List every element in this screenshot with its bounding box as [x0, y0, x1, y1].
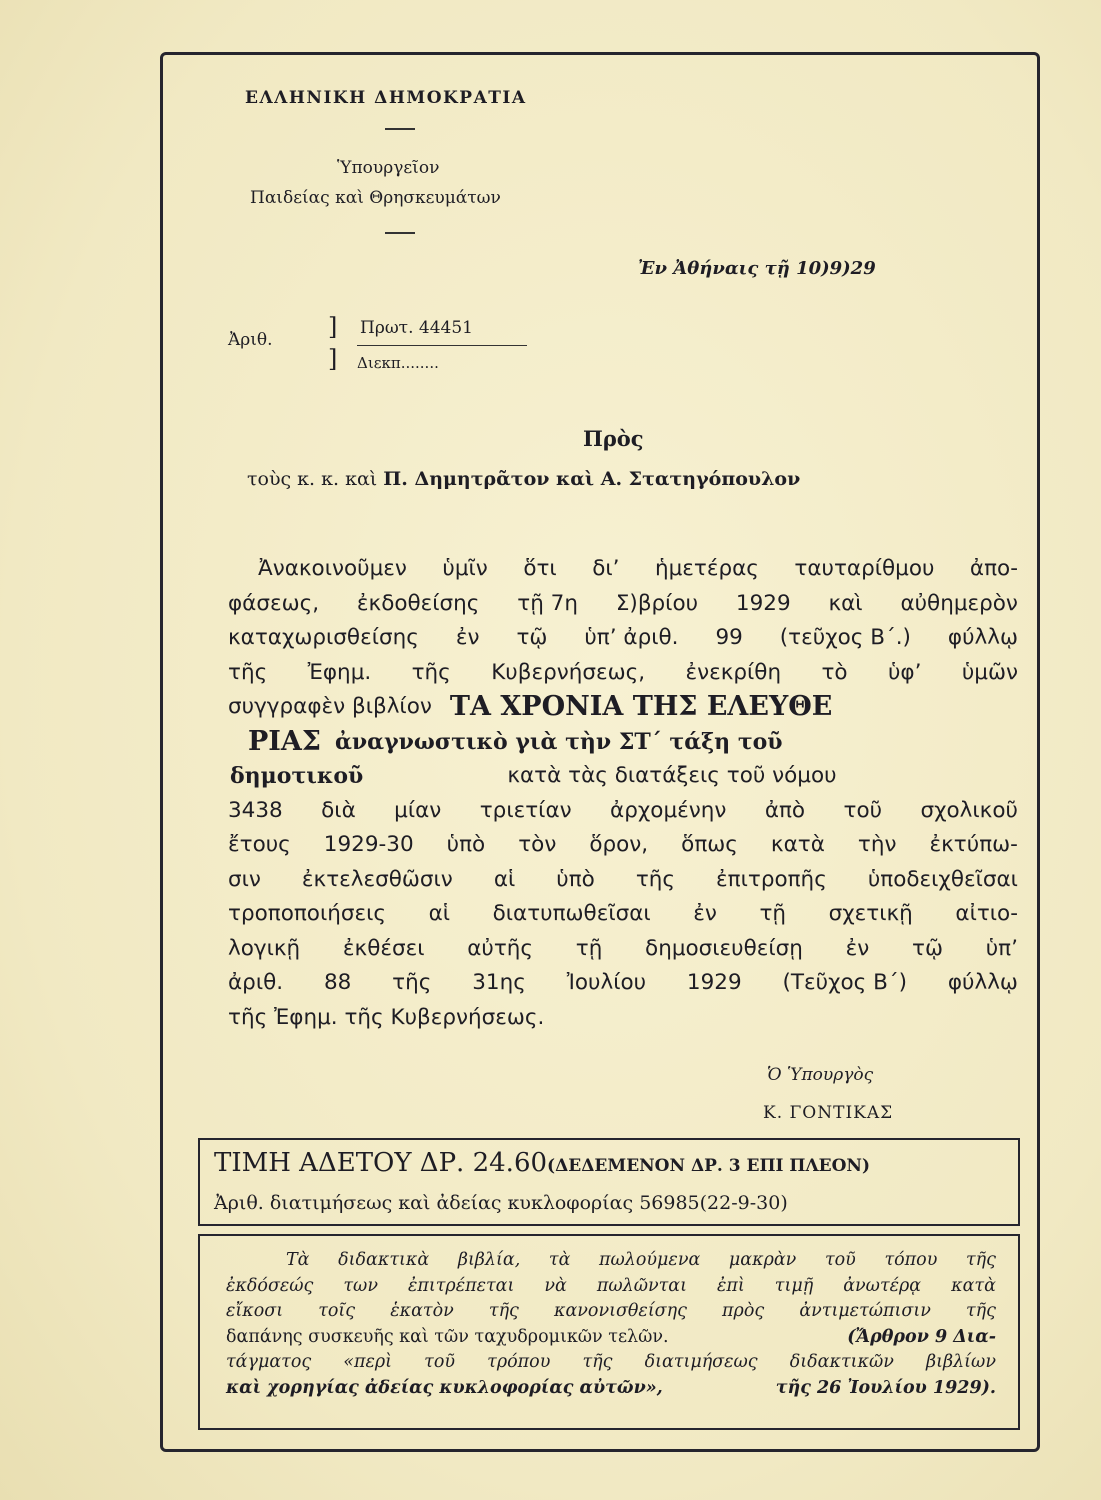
body-closing: τῆς Ἐφημ. τῆς Κυβερνήσεως. — [228, 1004, 545, 1030]
notice-line — [226, 1299, 996, 1325]
word: πρὸς — [722, 1301, 765, 1321]
word: ἐνεκρίθη — [685, 659, 782, 685]
word: αἰτιο- — [955, 901, 1018, 926]
word: τοῖς — [318, 1301, 356, 1321]
word: τροποποιήσεις — [228, 901, 386, 926]
body-line — [228, 828, 1018, 863]
word: ἐν — [845, 935, 870, 961]
word: βιβλία, — [457, 1250, 521, 1270]
body-line — [228, 621, 1018, 656]
word: ἀντιμετώπισιν — [799, 1301, 931, 1321]
word: διδακτικὰ — [338, 1250, 430, 1270]
word: ὑφ’ — [887, 659, 922, 685]
word: αἱ — [428, 901, 451, 926]
body-line — [228, 690, 1018, 725]
book-subtitle: ἀναγνωστικὸ γιὰ τὴν ΣΤ΄ τάξη τοῦ — [334, 728, 783, 755]
protocol-number: Πρωτ. 44451 — [360, 318, 473, 338]
notice-text — [226, 1248, 996, 1401]
notice-box — [198, 1234, 1020, 1430]
word: μακρὰν — [728, 1250, 797, 1270]
place-date: Ἐν Ἀθήναις τῇ 10)9)29 — [638, 258, 876, 279]
word: τῆς — [965, 1250, 996, 1270]
word: ὑπὸ — [556, 866, 595, 892]
notice-line — [226, 1248, 996, 1274]
word: τὴν — [857, 832, 897, 857]
protocol-underline — [357, 345, 527, 346]
license-label: Ἀριθ. διατιμήσεως καὶ ἀδείας κυκλοφορίας — [214, 1192, 634, 1214]
body-line — [228, 552, 1018, 587]
bracket-top: ] — [328, 313, 338, 341]
notice-phrase: δαπάνης συσκευῆς καὶ τῶν ταχυδρομικῶν τελῶν. — [226, 1326, 669, 1347]
word: βιβλίων — [926, 1352, 996, 1372]
arith-label: Ἀριθ. — [228, 330, 273, 350]
word: 3438 — [228, 797, 283, 823]
word: Τὰ — [286, 1250, 310, 1270]
word: αἱ — [493, 866, 516, 892]
notice-phrase: (Ἄρθρον 9 Δια- — [847, 1326, 996, 1347]
body-line — [228, 656, 1018, 691]
book-subtitle-end: δημοτικοῦ — [230, 763, 364, 789]
word: ἔτους — [228, 832, 291, 857]
word: ταυταρίθμου — [794, 556, 935, 581]
word: 1929 — [735, 590, 791, 616]
notice-line — [226, 1325, 996, 1351]
word: 88 — [323, 970, 352, 995]
separator-dash — [385, 128, 415, 130]
word: ἐπὶ — [717, 1275, 745, 1296]
word: αὐτῆς — [467, 935, 534, 961]
republic-heading: ΕΛΛΗΝΙΚΗ ΔΗΜΟΚΡΑΤΙΑ — [245, 88, 527, 108]
word: φύλλῳ — [947, 970, 1018, 995]
notice-line — [226, 1350, 996, 1376]
body-line — [228, 725, 1018, 760]
word: (Τεῦχος Β΄) — [782, 970, 907, 995]
license-line — [214, 1192, 788, 1214]
word: ἀριθ. — [228, 970, 284, 995]
word: λογικῇ — [228, 935, 301, 961]
word: τῆς — [228, 659, 268, 685]
word: κανονισθείσης — [553, 1301, 687, 1321]
addressed-to: Πρὸς — [583, 426, 644, 451]
word: πωλούμενα — [599, 1250, 701, 1270]
notice-line — [226, 1376, 996, 1402]
word: τὸν — [518, 832, 557, 857]
word: κατὰ — [770, 832, 825, 857]
minister-name: Κ. ΓΟΝΤΙΚΑΣ — [763, 1103, 894, 1123]
body-line — [228, 587, 1018, 622]
notice-phrase: τῆς 26 Ἰουλίου 1929). — [775, 1377, 996, 1398]
word: κατὰ — [951, 1275, 996, 1296]
word: ἐν — [693, 901, 717, 926]
word: τὰ — [548, 1250, 571, 1270]
book-title-part2: ΡΙΑΣ — [248, 725, 321, 757]
word: ἀπὸ — [764, 797, 806, 823]
price-main: ΤΙΜΗ ΑΔΕΤΟΥ ΔΡ. 24.60 — [214, 1148, 548, 1178]
law-reference: κατὰ τὰς διατάξεις τοῦ νόμου — [507, 763, 837, 788]
notice-line — [226, 1274, 996, 1300]
word: ὅπως — [681, 832, 738, 857]
word: τοῦ — [424, 1352, 456, 1372]
word: τῆς — [965, 1301, 996, 1321]
word: (τεῦχος Β΄.) — [779, 625, 911, 650]
word: καὶ — [828, 590, 863, 616]
word: τῇ — [759, 901, 787, 926]
body-line — [228, 932, 1018, 967]
word: δι’ — [592, 556, 620, 581]
word: Ἀνακοινοῦμεν — [258, 556, 407, 581]
price-line — [214, 1148, 870, 1178]
word: σχολικοῦ — [920, 797, 1018, 823]
body-line — [228, 759, 1018, 794]
word: διδακτικῶν — [789, 1352, 894, 1372]
word: ἐπιτρέπεται — [407, 1275, 515, 1296]
word: διατυπωθεῖσαι — [492, 901, 651, 926]
word: καταχωρισθείσης — [228, 625, 419, 650]
word: τῆς — [488, 1301, 519, 1321]
word: 99 — [715, 625, 743, 650]
word: ἐκτύπω- — [929, 832, 1018, 857]
word: ἐκτελεσθῶσιν — [301, 866, 453, 892]
word: τριετίαν — [479, 797, 572, 823]
word: Σ)βρίου — [615, 590, 699, 616]
word: διὰ — [321, 797, 356, 823]
word: ὑπ’ — [985, 935, 1018, 961]
word: τῆς — [582, 1352, 613, 1372]
word: διατιμήσεως — [644, 1352, 758, 1372]
word: δημοσιευθείσῃ — [645, 935, 803, 961]
word: αὐθημερὸν — [900, 590, 1018, 616]
word: εἴκοσι — [226, 1301, 284, 1321]
word: φύλλῳ — [947, 625, 1018, 650]
word: τῇ 7η — [517, 590, 578, 616]
word: τάγματος — [226, 1352, 312, 1372]
notice-phrase: καὶ χορηγίας ἀδείας κυκλοφορίας αὐτῶν», — [226, 1377, 663, 1398]
word: τῷ — [912, 935, 943, 961]
bracket-bottom: ] — [328, 345, 338, 373]
recipients-names: Π. Δημητρᾶτον καὶ Α. Στατηγόπουλον — [383, 468, 801, 490]
word: ὅρον, — [589, 832, 649, 857]
word: ἐπιτροπῆς — [716, 866, 827, 892]
word: ὅτι — [523, 556, 557, 581]
price-bound: (ΔΕΔΕΜΕΝΟΝ ΔΡ. 3 ΕΠΙ ΠΛΕΟΝ) — [547, 1156, 870, 1176]
word: Ἐφημ. — [307, 659, 372, 685]
word: τοῦ — [824, 1250, 856, 1270]
body-line — [228, 1001, 1018, 1036]
word: ἐκδόσεώς — [226, 1275, 314, 1296]
word: ἐκδοθείσης — [356, 590, 480, 616]
word: ἀνωτέρᾳ — [843, 1275, 922, 1296]
body-line — [228, 794, 1018, 829]
word: τιμῇ — [774, 1275, 814, 1296]
word: σχετικῇ — [828, 901, 913, 926]
word: ὑπ’ ἀριθ. — [584, 625, 679, 650]
body-line — [228, 966, 1018, 1001]
word: τρόπου — [487, 1352, 551, 1372]
recipients — [247, 468, 800, 490]
letter-body — [228, 552, 1018, 1035]
separator-dash — [385, 232, 415, 234]
word: ὑποδειχθεῖσαι — [867, 866, 1018, 892]
word: σιν — [228, 866, 261, 892]
word: ἀρχομένην — [610, 797, 727, 823]
ministry-line1: Ὑπουργεῖον — [337, 158, 440, 178]
word: 1929-30 — [323, 832, 414, 857]
body-line — [228, 897, 1018, 932]
license-number: 56985(22-9-30) — [639, 1192, 788, 1214]
word: τὸ — [821, 659, 848, 685]
ministry-line2: Παιδείας καὶ Θρησκευμάτων — [250, 188, 501, 208]
word: ὑμῶν — [961, 659, 1018, 685]
word: Ἰουλίου — [566, 970, 647, 995]
word: «περὶ — [343, 1352, 393, 1372]
word: τῆς — [635, 866, 676, 892]
word: μίαν — [394, 797, 442, 823]
word: φάσεως, — [228, 590, 320, 616]
word: ὑπὸ — [446, 832, 486, 857]
word: των — [343, 1275, 378, 1296]
minister-role: Ὁ Ὑπουργὸς — [767, 1065, 874, 1085]
word: ἐν — [455, 625, 480, 650]
word: τόπου — [884, 1250, 938, 1270]
book-title-part1: ΤΑ ΧΡΟΝΙΑ ΤΗΣ ΕΛΕΥΘΕ — [449, 691, 833, 722]
word: τοῦ — [843, 797, 883, 823]
recipients-prefix: τοὺς κ. κ. καὶ — [247, 468, 378, 490]
price-box — [198, 1138, 1020, 1226]
word: ἡμετέρας — [654, 556, 759, 581]
word: τῆς — [411, 659, 451, 685]
word: Κυβερνήσεως, — [491, 659, 646, 685]
word: ἑκατὸν — [390, 1301, 454, 1321]
word: τῷ — [516, 625, 548, 650]
word: 31ης — [472, 970, 526, 995]
word: ἐκθέσει — [342, 935, 425, 961]
word: τῆς — [392, 970, 432, 995]
word: νὰ — [544, 1275, 567, 1296]
word: 1929 — [686, 970, 742, 995]
word: ὑμῖν — [442, 556, 488, 581]
dispatch-number: Διεκπ........ — [357, 354, 439, 372]
word: τῇ — [575, 935, 603, 961]
word: ἀπο- — [969, 556, 1018, 581]
book-prefix: συγγραφὲν βιβλίον — [228, 694, 432, 719]
word: πωλῶνται — [596, 1275, 687, 1296]
body-line — [228, 863, 1018, 898]
